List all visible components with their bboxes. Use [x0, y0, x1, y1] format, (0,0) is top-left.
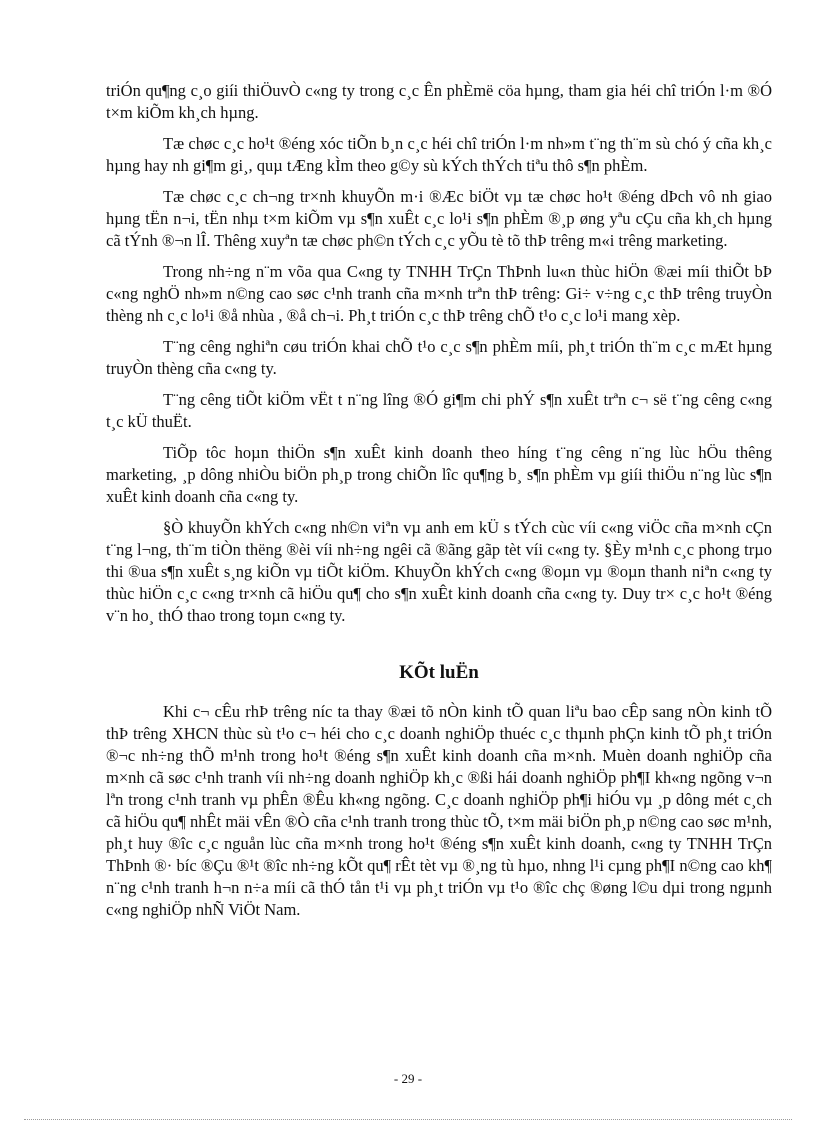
paragraph-sales-promotion: Tæ chøc c¸c ho¹t ®éng xóc tiÕn b¸n c¸c héi chî triÓn l·m nh»m t¨ng th¨m sù chó ý cña kh¸c hµng hay nh gi¶m gi¸, quµ tÆng kÌm theo g©y sù kÝch thÝch tiªu thô s¶n phÈm. [106, 134, 772, 175]
paragraph-equipment-renewal: Trong nh÷ng n¨m võa qua C«ng ty TNHH TrÇn ThÞnh lu«n thùc hiÖn ®æi míi thiÕt bÞ c«ng nghÖ nh»m n©ng cao søc c¹nh tranh cña m×nh trªn thÞ trêng: Gi÷ v÷ng c¸c thÞ trêng truyÒn thèng nh c¸c lo¹i ®å nhùa , ®å ch¬i. Ph¸t triÓn c¸c thÞ trêng chÕ t¹o c¸c lo¹i mang xèp. [106, 262, 772, 325]
paragraph-marketing: TiÕp tôc hoµn thiÖn s¶n xuÊt kinh doanh theo híng t¨ng cêng n¨ng lùc hÖu thêng marketing, ¸p dông nhiÒu biÖn ph¸p trong chiÕn lîc qu¶ng b¸ s¶n phÈm vµ giíi thiÖu n¨ng lùc s¶n xuÊt kinh doanh cña c«ng ty. [106, 443, 772, 506]
document-page [106, 80, 772, 930]
page-number: - 29 - [393, 1071, 423, 1086]
paragraph-employee-incentives: §Ò khuyÕn khÝch c«ng nh©n viªn vµ anh em kÜ s tÝch cùc víi c«ng viÖc cña m×nh cÇn t¨ng l¬ng, th¨m tiÒn thëng ®èi víi nh÷ng ngêi cã ®ãng gãp tèt víi c«ng ty. §Èy m¹nh c¸c phong trµo thi ®ua s¶n xuÊt s¸ng kiÕn vµ tiÕt kiÖm. KhuyÕn khÝch c«ng ®oµn vµ ®oµn thanh niªn c«ng ty thùc hiÖn c¸c c«ng tr×nh cã hiÖu qu¶ cho s¶n xuÊt kinh doanh cña c«ng ty. Duy tr× c¸c ho¹t ®éng v¨n ho¸ thÓ thao trong toµn c«ng ty. [106, 518, 772, 625]
conclusion-heading: KÕt luËn [399, 662, 479, 683]
conclusion-paragraph: Khi c¬ cÊu rhÞ trêng níc ta thay ®æi tõ nÒn kinh tÕ quan liªu bao cÊp sang nÒn kinh tÕ thÞ trêng XHCN thùc sù t¹o c¬ héi cho c¸c doanh nghiÖp thuéc c¸c thµnh phÇn kinh tÕ ph¸t triÓn ®¬c nh÷ng thÕ m¹nh trong ho¹t ®éng s¶n xuÊt kinh doanh cña m×nh. Muèn doanh nghiÖp cña m×nh cã søc c¹nh tranh víi nh÷ng doanh nghiÖp kh¸c ®ßi hái doanh nghiÖp ph¶I kh«ng ngõng v¬n lªn trong c¹nh tranh vµ phÊn ®Êu kh«ng ngõng. C¸c doanh nghiÖp ph¶i hiÓu vµ ¸p dông mét c¸ch cã hiÖu qu¶ nhÊt mäi vÊn ®Ò cña c¹nh tranh trong thùc tÕ, t×m mäi biÖn ph¸p n©ng cao søc m¹nh, ph¸t huy ®îc c¸c nguån lùc cña m×nh trong ho¹t ®éng s¶n xuÊt kinh doanh, c«ng ty TNHH TrÇn ThÞnh ®· bíc ®Çu ®¹t ®îc nh÷ng kÕt qu¶ rÊt tèt vµ ®¸ng tù hµo, nhng l¹i cµng ph¶I n©ng cao kh¶ n¨ng c¹nh tranh h¬n n÷a míi cã thÓ tån t¹i vµ ph¸t triÓn vµ t¹o ®îc chç ®øng l©u dµi trong ngµnh c«ng nghiÖp nhÑ ViÖt Nam. [106, 702, 772, 919]
page-bottom-divider [24, 1119, 792, 1120]
paragraph-promotion-programs: Tæ chøc c¸c ch¬ng tr×nh khuyÕn m·i ®Æc biÖt vµ tæ chøc ho¹t ®éng dÞch vô nh giao hµng tËn n¬i, tËn nhµ t×m kiÕm vµ s¶n xuÊt c¸c lo¹i s¶n phÈm ®¸p øng yªu cÇu cña kh¸ch hµng cã tÝnh ®¬n lÎ. Thêng xuyªn tæ chøc ph©n tÝch c¸c yÕu tè tõ thÞ trêng m«i trêng marketing. [106, 187, 772, 250]
paragraph-research: T¨ng cêng nghiªn cøu triÓn khai chÕ t¹o c¸c s¶n phÈm míi, ph¸t triÓn th¨m c¸c mÆt hµng truyÒn thèng cña c«ng ty. [106, 337, 772, 378]
paragraph-advertising: triÓn qu¶ng c¸o giíi thiÖuvÒ c«ng ty trong c¸c Ên phÈmë cöa hµng, tham gia héi chî triÓn l·m ®Ó t×m kiÕm kh¸ch hµng. [106, 81, 772, 122]
paragraph-savings: T¨ng cêng tiÕt kiÖm vËt t n¨ng lîng ®Ó gi¶m chi phÝ s¶n xuÊt trªn c¬ së t¨ng cêng c«ng t¸c kÜ thuËt. [106, 390, 772, 431]
